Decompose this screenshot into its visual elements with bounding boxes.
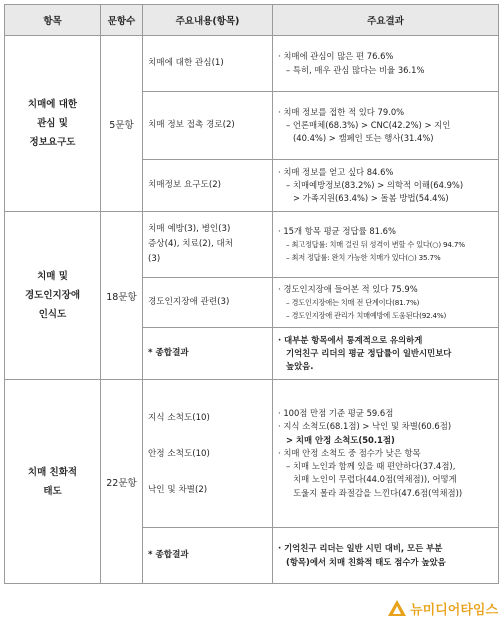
result-line: – 언론매체(68.3%) > CNC(42.2%) > 지인 [286, 119, 451, 130]
watermark-logo [387, 596, 498, 620]
topic-cell [143, 278, 273, 328]
result-line: · 치매 안정 소척도 중 점수가 낮은 항목 [278, 447, 421, 458]
result-line: · 15개 항목 평균 정답률 81.6% [278, 225, 396, 236]
topic-cell [143, 380, 273, 528]
results-table [4, 4, 499, 584]
result-line: · 경도인지장애 들어본 적 있다 75.9% [278, 283, 418, 294]
result-line: · 대부분 항목에서 통계적으로 유의하게 [278, 334, 423, 345]
category-line: 치매에 대한 [27, 99, 78, 110]
topic-spacer [148, 461, 272, 483]
header-row [5, 5, 499, 36]
result-line: 높았음. [286, 361, 314, 372]
table-row [5, 212, 499, 278]
result-line: (항목)에서 치매 친화적 태도 점수가 높았음 [286, 556, 446, 567]
result-line: · 치매 정보를 얻고 싶다 84.6% [278, 166, 394, 177]
watermark-text: 뉴미디어타임스 [410, 602, 498, 618]
result-line: – 최저 정답률: 완치 가능한 치매가 있다(○) 35.7% [286, 253, 441, 263]
category-line: 경도인지장애 [24, 290, 81, 301]
result-cell [273, 92, 499, 160]
topic-line: 치매에 대한 관심(1) [148, 58, 224, 68]
topic-cell [143, 160, 273, 212]
topic-line: * 종합결과 [148, 550, 189, 560]
result-line: · 치매에 관심이 많은 편 76.6% [278, 51, 394, 62]
result-line: – 치매 노인과 함께 있을 때 편안하다(37.4점), [286, 461, 456, 472]
result-line: (40.4%) > 캠페인 또는 행사(31.4%) [293, 133, 434, 144]
topic-line: 치매 정보 접촉 경로(2) [148, 120, 235, 130]
header-item: 항목 [5, 5, 101, 36]
result-line: · 지식 소척도(68.1점) > 낙인 및 차별(60.6점) [278, 421, 452, 432]
triangle-logo-icon [387, 599, 407, 617]
result-cell [273, 328, 499, 380]
summary-label [143, 528, 273, 584]
category-line: 치매 친화적 [27, 466, 78, 478]
topic-cell [143, 36, 273, 92]
topic-line: 치매 예방(3), 병인(3) [148, 224, 231, 234]
header-count: 문항수 [101, 5, 143, 36]
result-line: · 치매 정보를 접한 적 있다 79.0% [278, 106, 405, 117]
result-line: > 치매 안정 소척도(50.1점) [286, 434, 395, 445]
summary-label [143, 328, 273, 380]
category-cell [5, 212, 101, 380]
header-content: 주요내용(항목) [143, 5, 273, 36]
topic-cell [143, 212, 273, 278]
result-cell [273, 160, 499, 212]
topic-line: 치매정보 요구도(2) [148, 180, 222, 190]
result-line: · 100점 만점 기준 평균 59.6점 [278, 408, 394, 419]
result-cell [273, 380, 499, 528]
result-line: · 기억친구 리더는 일반 시민 대비, 모든 부분 [278, 543, 443, 554]
topic-spacer [148, 425, 272, 447]
category-line: 치매 및 [37, 271, 68, 282]
result-cell [273, 212, 499, 278]
topic-line: 안정 소척도(10) [148, 448, 210, 459]
table-row [5, 36, 499, 92]
category-cell [5, 380, 101, 584]
result-line: – 최고정답률: 치매 걸린 뒤 성격이 변할 수 있다(○) 94.7% [286, 239, 465, 249]
result-line: 치매 노인이 무렵다(44.0점(역채점)), 어떻게 [293, 474, 457, 485]
topic-line: 증상(4), 치료(2), 대처 [148, 239, 234, 249]
category-line: 정보요구도 [29, 137, 76, 148]
topic-line: 지식 소척도(10) [148, 412, 210, 423]
result-line: 기억친구 리더의 평균 정답률이 일반시민보다 [286, 347, 452, 358]
table-row [5, 380, 499, 528]
topic-cell [143, 92, 273, 160]
result-line: > 가족지원(63.4%) > 돌봄 방법(54.4%) [293, 193, 449, 204]
category-line: 인식도 [38, 309, 67, 320]
count-cell: 18문항 [101, 212, 143, 380]
topic-line: 경도인지장애 관련(3) [148, 297, 230, 307]
category-line: 태도 [43, 485, 62, 497]
topic-line: 낙인 및 차별(2) [148, 484, 208, 495]
topic-line: (3) [148, 254, 161, 264]
result-line: – 특히, 매우 관심 많다는 비율 36.1% [286, 64, 425, 75]
result-line: – 경도인지장애는 치매 전 단계이다(81.7%) [286, 297, 420, 307]
result-cell [273, 528, 499, 584]
result-cell [273, 36, 499, 92]
category-cell [5, 36, 101, 212]
result-cell [273, 278, 499, 328]
result-line: 도울지 몰라 좌절감을 느낀다(47.6점(역채점)) [293, 487, 463, 498]
topic-line: * 종합결과 [148, 348, 189, 358]
result-line: – 경도인지장애 관리가 치매예방에 도움된다(92.4%) [286, 311, 447, 321]
count-cell: 5문항 [101, 36, 143, 212]
result-line: – 치매예방정보(83.2%) > 의학적 이해(64.9%) [286, 179, 464, 190]
header-result: 주요결과 [273, 5, 499, 36]
category-line: 관심 및 [37, 118, 68, 129]
count-cell: 22문항 [101, 380, 143, 584]
